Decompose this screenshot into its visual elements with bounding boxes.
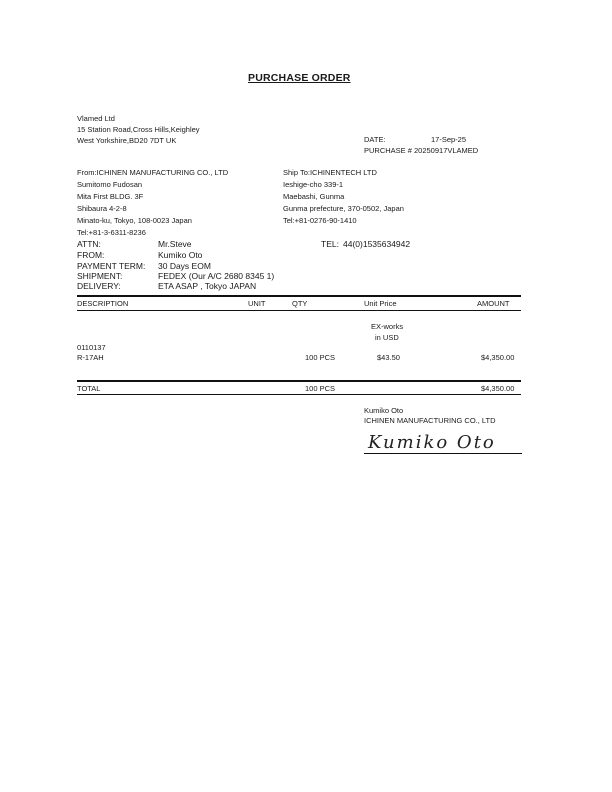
header-unit-price: Unit Price xyxy=(364,299,397,308)
from-label: FROM: xyxy=(77,250,105,260)
item-code: 0110137 xyxy=(77,343,106,352)
ship-to-address-1: Ieshige-cho 339-1 xyxy=(283,180,344,189)
ship-to-address-2: Maebashi, Gunma xyxy=(283,192,345,201)
date-label: DATE: xyxy=(364,135,386,144)
payment-term-label: PAYMENT TERM: xyxy=(77,261,146,271)
item-name: R-17AH xyxy=(77,353,104,362)
table-header-rule xyxy=(77,310,521,311)
header-description: DESCRIPTION xyxy=(77,299,129,308)
payment-term-value: 30 Days EOM xyxy=(158,261,211,271)
sender-address-1: 15 Station Road,Cross Hills,Keighley xyxy=(77,125,200,134)
item-qty: 100 PCS xyxy=(305,353,336,362)
delivery-label: DELIVERY: xyxy=(77,281,121,291)
header-amount: AMOUNT xyxy=(477,299,510,308)
signatory-name: Kumiko Oto xyxy=(364,406,404,415)
header-qty: QTY xyxy=(292,299,308,308)
signature-line xyxy=(364,453,522,454)
total-top-rule xyxy=(77,380,521,382)
ship-to-telephone: Tel:+81-0276-90-1410 xyxy=(283,216,357,225)
ship-to-address-3: Gunma prefecture, 370-0502, Japan xyxy=(283,204,404,213)
from-company: From:ICHINEN MANUFACTURING CO., LTD xyxy=(77,168,229,177)
ship-to-company: Ship To:ICHINENTECH LTD xyxy=(283,168,377,177)
sender-name: Vlamed Ltd xyxy=(77,114,115,123)
price-currency: in USD xyxy=(375,333,399,342)
tel-value: 44(0)1535634942 xyxy=(343,239,411,249)
tel-label: TEL: xyxy=(321,239,339,249)
total-qty: 100 PCS xyxy=(305,384,336,393)
from-value: Kumiko Oto xyxy=(158,250,203,260)
purchase-number-value: 20250917VLAMED xyxy=(414,146,479,155)
purchase-number-label: PURCHASE # xyxy=(364,146,412,155)
shipment-value: FEDEX (Our A/C 2680 8345 1) xyxy=(158,271,275,281)
signatory-company: ICHINEN MANUFACTURING CO., LTD xyxy=(364,416,496,425)
attn-value: Mr.Steve xyxy=(158,239,192,249)
from-address-3: Shibaura 4-2-8 xyxy=(77,204,127,213)
date-value: 17-Sep-25 xyxy=(431,135,467,144)
page-title: PURCHASE ORDER xyxy=(248,72,351,84)
table-top-rule xyxy=(77,295,521,297)
item-amount: $4,350.00 xyxy=(481,353,515,362)
total-bottom-rule xyxy=(77,394,521,395)
signature: Kumiko Oto xyxy=(368,432,496,453)
delivery-value: ETA ASAP , Tokyo JAPAN xyxy=(158,281,257,291)
from-telephone: Tel:+81-3-6311-8236 xyxy=(77,228,146,237)
total-amount: $4,350.00 xyxy=(481,384,515,393)
from-address-2: Mita First BLDG. 3F xyxy=(77,192,144,201)
from-address-4: Minato-ku, Tokyo, 108-0023 Japan xyxy=(77,216,192,225)
header-unit: UNIT xyxy=(248,299,266,308)
shipment-label: SHIPMENT: xyxy=(77,271,123,281)
total-label: TOTAL xyxy=(77,384,101,393)
attn-label: ATTN: xyxy=(77,239,101,249)
price-terms: EX-works xyxy=(371,322,404,331)
from-address-1: Sumitomo Fudosan xyxy=(77,180,143,189)
item-unit-price: $43.50 xyxy=(377,353,400,362)
sender-address-2: West Yorkshire,BD20 7DT UK xyxy=(77,136,177,145)
